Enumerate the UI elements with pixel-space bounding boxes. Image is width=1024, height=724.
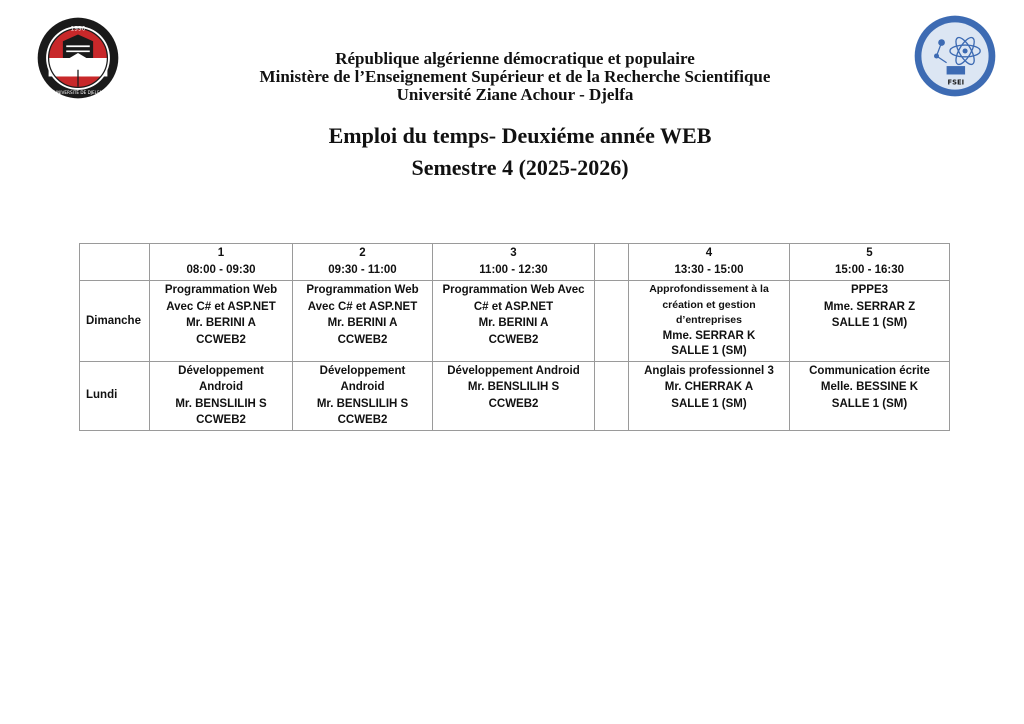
teacher-line: Mr. BENSLILIH S: [316, 397, 409, 410]
teacher-line: Mr. BENSLILIH S: [467, 381, 560, 393]
course-cell: [433, 361, 595, 430]
header-republic: République algérienne démocratique et populaire: [335, 49, 695, 68]
room-line: CCWEB2: [196, 333, 246, 346]
teacher-line: Mr. CHERRAK A: [664, 381, 754, 393]
room-line: CCWEB2: [488, 333, 539, 346]
break-cell: [595, 361, 629, 430]
room-line: SALLE 1 (SM): [671, 345, 747, 357]
course-cell: [629, 361, 790, 430]
slot-time: 11:00 - 12:30: [479, 263, 548, 276]
corner-cell: [80, 244, 150, 281]
course-cell: [629, 281, 790, 362]
teacher-line: Mr. BERINI A: [186, 317, 256, 329]
slot-number: 5: [866, 247, 873, 259]
room-line: SALLE 1 (SM): [831, 317, 908, 329]
timetable: [79, 243, 950, 431]
timetable-title: [120, 120, 920, 184]
timetable-header-row: [80, 244, 950, 281]
course-cell: [293, 281, 433, 362]
room-line: CCWEB2: [488, 397, 539, 410]
course-line: PPPE3: [850, 284, 889, 296]
logo-caption: UNIVERSITÉ DE DJELFA: [54, 90, 102, 96]
university-logo: [36, 16, 120, 100]
course-line: Développement: [319, 364, 406, 377]
course-cell: [293, 361, 433, 430]
logo-letters: U D: [65, 65, 91, 80]
slot-header: [433, 244, 595, 281]
slot-time: 08:00 - 09:30: [186, 263, 256, 276]
course-cell: [790, 281, 950, 362]
university-seal-icon: [36, 16, 120, 100]
logo-year: 1990: [70, 26, 86, 33]
course-cell: [790, 361, 950, 430]
slot-header: [790, 244, 950, 281]
course-line: Programmation Web: [306, 284, 419, 296]
title-main: Emploi du temps- Deuxiéme année WEB: [328, 123, 712, 148]
room-line: CCWEB2: [196, 414, 246, 426]
header-university: Université Ziane Achour - Djelfa: [396, 85, 634, 104]
faculty-logo: [913, 14, 997, 98]
course-line: Anglais professionnel 3: [644, 364, 774, 377]
teacher-line: Mme. SERRAR K: [662, 329, 756, 342]
course-cell: [433, 281, 595, 362]
slot-header: [150, 244, 293, 281]
break-cell: [595, 281, 629, 362]
course-line: C# et ASP.NET: [473, 300, 554, 313]
room-line: SALLE 1 (SM): [831, 397, 908, 410]
slot-number: 1: [217, 247, 225, 259]
course-line: d’entreprises: [676, 314, 742, 326]
faculty-seal-icon: [913, 14, 997, 98]
break-cell: [595, 244, 629, 281]
title-semester: Semestre 4 (2025-2026): [411, 155, 629, 180]
course-line: Communication écrite: [809, 364, 930, 377]
slot-number: 2: [359, 247, 366, 259]
header-ministry: Ministère de l’Enseignement Supérieur et de la Recherche Scientifique: [259, 67, 771, 86]
room-line: CCWEB2: [337, 414, 388, 426]
room-line: SALLE 1 (SM): [671, 397, 747, 410]
day-label: Lundi: [80, 361, 150, 430]
slot-number: 3: [510, 247, 517, 259]
course-cell: [150, 281, 293, 362]
course-line: Avec C# et ASP.NET: [307, 300, 418, 313]
document-header: [120, 50, 910, 104]
course-line: Avec C# et ASP.NET: [166, 300, 276, 313]
course-line: Android: [198, 381, 244, 393]
slot-time: 09:30 - 11:00: [328, 263, 397, 276]
teacher-line: Mr. BERINI A: [327, 317, 398, 329]
course-cell: [150, 361, 293, 430]
slot-time: 13:30 - 15:00: [674, 263, 744, 276]
course-line: création et gestion: [662, 298, 756, 311]
teacher-line: Melle. BESSINE K: [820, 381, 919, 393]
timetable-row-lundi: [80, 361, 950, 430]
room-line: CCWEB2: [337, 333, 388, 346]
course-line: Programmation Web Avec: [442, 284, 585, 296]
slot-number: 4: [705, 247, 713, 259]
day-label: Dimanche: [80, 281, 150, 362]
slot-time: 15:00 - 16:30: [834, 263, 905, 276]
slot-header: [629, 244, 790, 281]
course-line: Approfondissement à la: [649, 283, 769, 295]
course-line: Développement Android: [447, 364, 580, 377]
teacher-line: Mr. BENSLILIH S: [175, 397, 267, 410]
course-line: Programmation Web: [164, 284, 278, 296]
teacher-line: Mme. SERRAR Z: [823, 300, 916, 313]
teacher-line: Mr. BERINI A: [478, 317, 549, 329]
faculty-logo-text: FSEI: [947, 78, 965, 87]
slot-header: [293, 244, 433, 281]
course-line: Développement: [178, 364, 264, 377]
course-line: Android: [340, 381, 385, 393]
timetable-row-dimanche: [80, 281, 950, 362]
